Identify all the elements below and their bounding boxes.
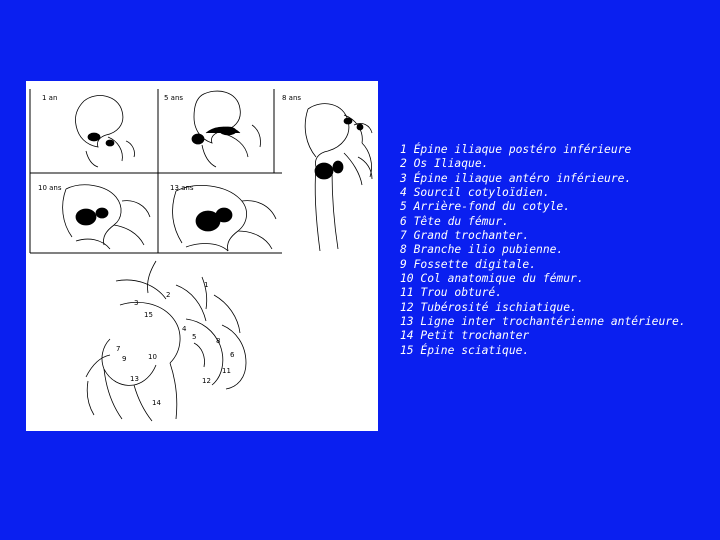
diagram-number: 6 bbox=[230, 351, 235, 359]
diagram-number: 8 bbox=[216, 337, 221, 345]
legend-item: 1 Épine iliaque postéro inférieure bbox=[400, 143, 632, 156]
legend-item: 9 Fossette digitale. bbox=[400, 257, 537, 271]
diagram-number: 10 bbox=[148, 353, 157, 361]
figure-drawing bbox=[26, 81, 378, 431]
legend-item: 14 Petit trochanter bbox=[400, 329, 530, 343]
panel-10-ans bbox=[63, 185, 150, 249]
hip-ossification-figure bbox=[26, 81, 378, 431]
legend-item: 12 Tubérosité ischiatique. bbox=[400, 300, 577, 314]
panel-13-ans bbox=[173, 185, 276, 251]
diagram-number: 3 bbox=[134, 299, 139, 307]
diagram-number: 12 bbox=[202, 377, 211, 385]
anatomy-legend bbox=[400, 143, 686, 358]
age-label-8-ans: 8 ans bbox=[282, 94, 302, 102]
diagram-number: 7 bbox=[116, 345, 121, 353]
legend-item: 7 Grand trochanter. bbox=[400, 229, 530, 243]
legend-item: 2 Os Iliaque. bbox=[400, 157, 489, 171]
age-label-1-an: 1 an bbox=[42, 94, 58, 102]
legend-item: 8 Branche ilio pubienne. bbox=[400, 243, 564, 257]
panel-1-an bbox=[75, 96, 134, 167]
diagram-number: 5 bbox=[192, 333, 197, 341]
legend-item: 5 Arrière-fond du cotyle. bbox=[400, 200, 571, 214]
diagram-number: 2 bbox=[166, 291, 171, 299]
diagram-number: 15 bbox=[144, 311, 153, 319]
diagram-number: 11 bbox=[222, 367, 231, 375]
legend-item: 11 Trou obturé. bbox=[400, 286, 503, 300]
legend-item: 6 Tête du fémur. bbox=[400, 214, 509, 228]
legend-item: 15 Épine sciatique. bbox=[400, 343, 530, 357]
panel-5-ans bbox=[192, 91, 261, 167]
legend-item: 3 Épine iliaque antéro inférieure. bbox=[400, 171, 632, 185]
panel-8-ans bbox=[305, 104, 372, 251]
diagram-number: 9 bbox=[122, 355, 127, 363]
diagram-number: 4 bbox=[182, 325, 187, 333]
labelled-hip-diagram bbox=[86, 261, 246, 421]
legend-item: 4 Sourcil cotyloïdien. bbox=[400, 186, 550, 200]
diagram-number: 14 bbox=[152, 399, 161, 407]
legend-item: 13 Ligne inter trochantérienne antérieure. bbox=[400, 315, 686, 329]
age-label-13-ans: 13 ans bbox=[170, 184, 194, 192]
legend-item: 10 Col anatomique du fémur. bbox=[400, 272, 584, 286]
diagram-number: 1 bbox=[204, 281, 209, 289]
age-label-10-ans: 10 ans bbox=[38, 184, 62, 192]
age-label-5-ans: 5 ans bbox=[164, 94, 184, 102]
diagram-number: 13 bbox=[130, 375, 139, 383]
